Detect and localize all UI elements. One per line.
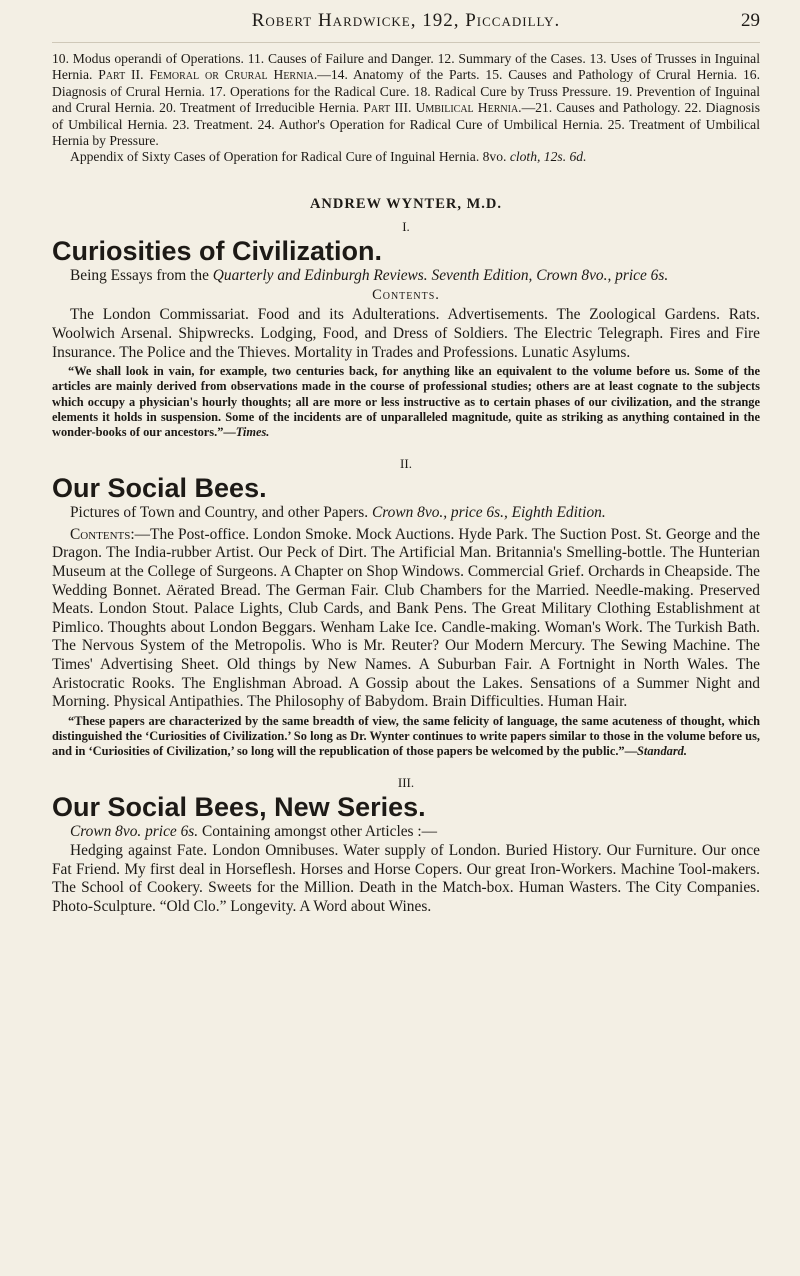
- book-3-description: [52, 823, 760, 842]
- book-1-contents: The London Commissariat. Food and its Adulterations. Advertisements. The Zoological Gardens. Rats. Woolwich Arsenal. Shipwrecks. Lodging, Food, and Dress of Soldiers. The Electric Telegraph. Fires and Fire Insurance. The Police and the Thieves. Mortality in Trades and Professions. Lunatic Asylums.: [52, 306, 760, 361]
- book-2-review-text: “These papers are characterized by the same breadth of view, the same felicity of language, the same acuteness of thought, which distinguished the ‘Curiosities of Civilization.’ So long as Dr. Wynter continues to write papers similar to those in the volume before us, and in ‘Curiosities of Civilization,’ so long will the republication of those papers be welcomed by the public.”—: [52, 713, 760, 759]
- book-3-desc-plain: Containing amongst other Articles :—: [198, 823, 438, 841]
- book-2-desc-italic: Crown 8vo., price 6s., Eighth Edition.: [371, 504, 606, 522]
- part3-title: Umbilical Hernia.: [415, 100, 522, 116]
- book-1-title: Curiosities of Civilization.: [52, 235, 383, 266]
- book-3: [52, 775, 760, 916]
- running-title: Robert Hardwicke, 192, Piccadilly.: [251, 10, 561, 31]
- book-2-description: [52, 504, 760, 523]
- book-2: [52, 456, 760, 759]
- price-text: cloth, 12s. 6d.: [509, 149, 587, 165]
- book-2-contents: [52, 526, 760, 712]
- page-number: 29: [741, 10, 760, 31]
- book-2-contents-text: :—The Post-office. London Smoke. Mock Auctions. Hyde Park. The Suction Post. St. George and the Dragon. The India-rubber Artist. Our Peck of Dirt. The Artificial Man. Britannia's Smelling-bottle. The Hunterian Museum at the College of Surgeons. A Chapter on Shop Windows. Commercial Grief. Orchards in Cheapside. The Wedding Bonnet. Aërated Bread. The German Fair. Club Chambers for the Married. Needle-making. Preserved Meats. London Stout. Palace Lights, Club Cards, and Bank Pens. The Great Military Clothing Establishment at Pimlico. Thoughts about London Beggars. Wenham Lake Ice. Candle-making. Woman's Work. The Turkish Bath. The Nervous System of the Metropolis. Who is Mr. Reuter? Our Modern Mercury. The Sewing Machine. The Times' Advertising Sheet. Old things by New Names. A Suburban Fair. A Fortnight in North Wales. The Aristocratic Rooks. The Englishman Abroad. A Gossip about the Lakes. Sensations of a Summer Night and Morning. Physical Antipathies. The Philosophy of Babydom. Brain Difficulties. Human Hair.: [52, 525, 760, 711]
- book-2-title: Our Social Bees.: [52, 473, 267, 504]
- book-1-numeral: I.: [402, 218, 410, 234]
- book-2-numeral: II.: [400, 456, 412, 472]
- part2-title: Femoral or Crural Hernia.: [149, 67, 318, 83]
- book-1-review-source: Times.: [235, 425, 270, 440]
- appendix-line: [52, 149, 760, 165]
- book-2-review-source: Standard.: [637, 744, 687, 759]
- author-heading: ANDREW WYNTER, M.D.: [309, 195, 503, 212]
- part1-tail: 10. Modus operandi of Operations. 11. Causes of Failure and Danger. 12. Summary of the Cases. 13. Uses of Trusses in Inguinal Hernia.: [52, 51, 760, 83]
- running-header: [52, 10, 760, 43]
- book-1-review-text: “We shall look in vain, for example, two centuries back, for anything like an equivalent to the volume before us. Some of the articles are mainly derived from observations made in the course of professional studies; others are at least cognate to the subjects which occupy a physician's hourly thoughts; all are more or less instructive as to certain phases of our civilization, and the strange elements it holds in suspension. Some of the incidents are of unparalleled magnitude, quite as striking as anything contained in the wonder-books of our ancestors.”—: [52, 364, 760, 440]
- book-3-title: Our Social Bees, New Series.: [52, 792, 426, 823]
- part2-text: —14. Anatomy of the Parts. 15. Causes and Pathology of Crural Hernia. 16. Diagnosis of Crural Hernia. 17. Operations for the Radical Cure. 18. Radical Cure by Truss Pressure. 19. Prevention of Inguinal and Crural Hernia. 20. Treatment of Irreducible Hernia.: [52, 67, 760, 116]
- book-1-desc-plain: Being Essays from the: [70, 266, 213, 284]
- part2-label: Part II.: [98, 67, 144, 83]
- book-3-contents: Hedging against Fate. London Omnibuses. Water supply of London. Buried History. Our Furniture. Our once Fat Friend. My first deal in Horseflesh. Horses and Horse Copers. Our great Iron-Workers. Machine Tool-makers. The School of Cookery. Sweets for the Million. Death in the Match-box. Human Wasters. The City Companies. Photo-Sculpture. “Old Clo.” Longevity. A Word about Wines.: [52, 841, 760, 915]
- book-2-review: [52, 714, 760, 760]
- hernia-entry-text: [52, 51, 760, 149]
- part3-text: —21. Causes and Pathology. 22. Diagnosis of Umbilical Hernia. 23. Treatment. 24. Author's Operation for Radical Cure of Umbilical Hernia. 25. Treatment of Umbilical Hernia by Pressure.: [52, 100, 760, 149]
- book-2-desc-plain: Pictures of Town and Country, and other Papers.: [70, 504, 372, 522]
- hernia-entry: [52, 51, 760, 166]
- appendix-text: Appendix of Sixty Cases of Operation for Radical Cure of Inguinal Hernia. 8vo.: [70, 149, 507, 165]
- book-1-contents-heading: Contents.: [372, 287, 440, 304]
- part3-label: Part III.: [363, 100, 412, 116]
- book-3-desc-italic: Crown 8vo. price 6s.: [70, 823, 199, 841]
- book-1: [52, 219, 760, 440]
- book-1-review: [52, 364, 760, 440]
- book-3-numeral: III.: [397, 775, 415, 791]
- book-2-contents-label: Contents: [70, 525, 131, 543]
- book-1-desc-italic: Quarterly and Edinburgh Reviews. Seventh Edition, Crown 8vo., price 6s.: [212, 266, 669, 284]
- book-1-description: [52, 267, 760, 286]
